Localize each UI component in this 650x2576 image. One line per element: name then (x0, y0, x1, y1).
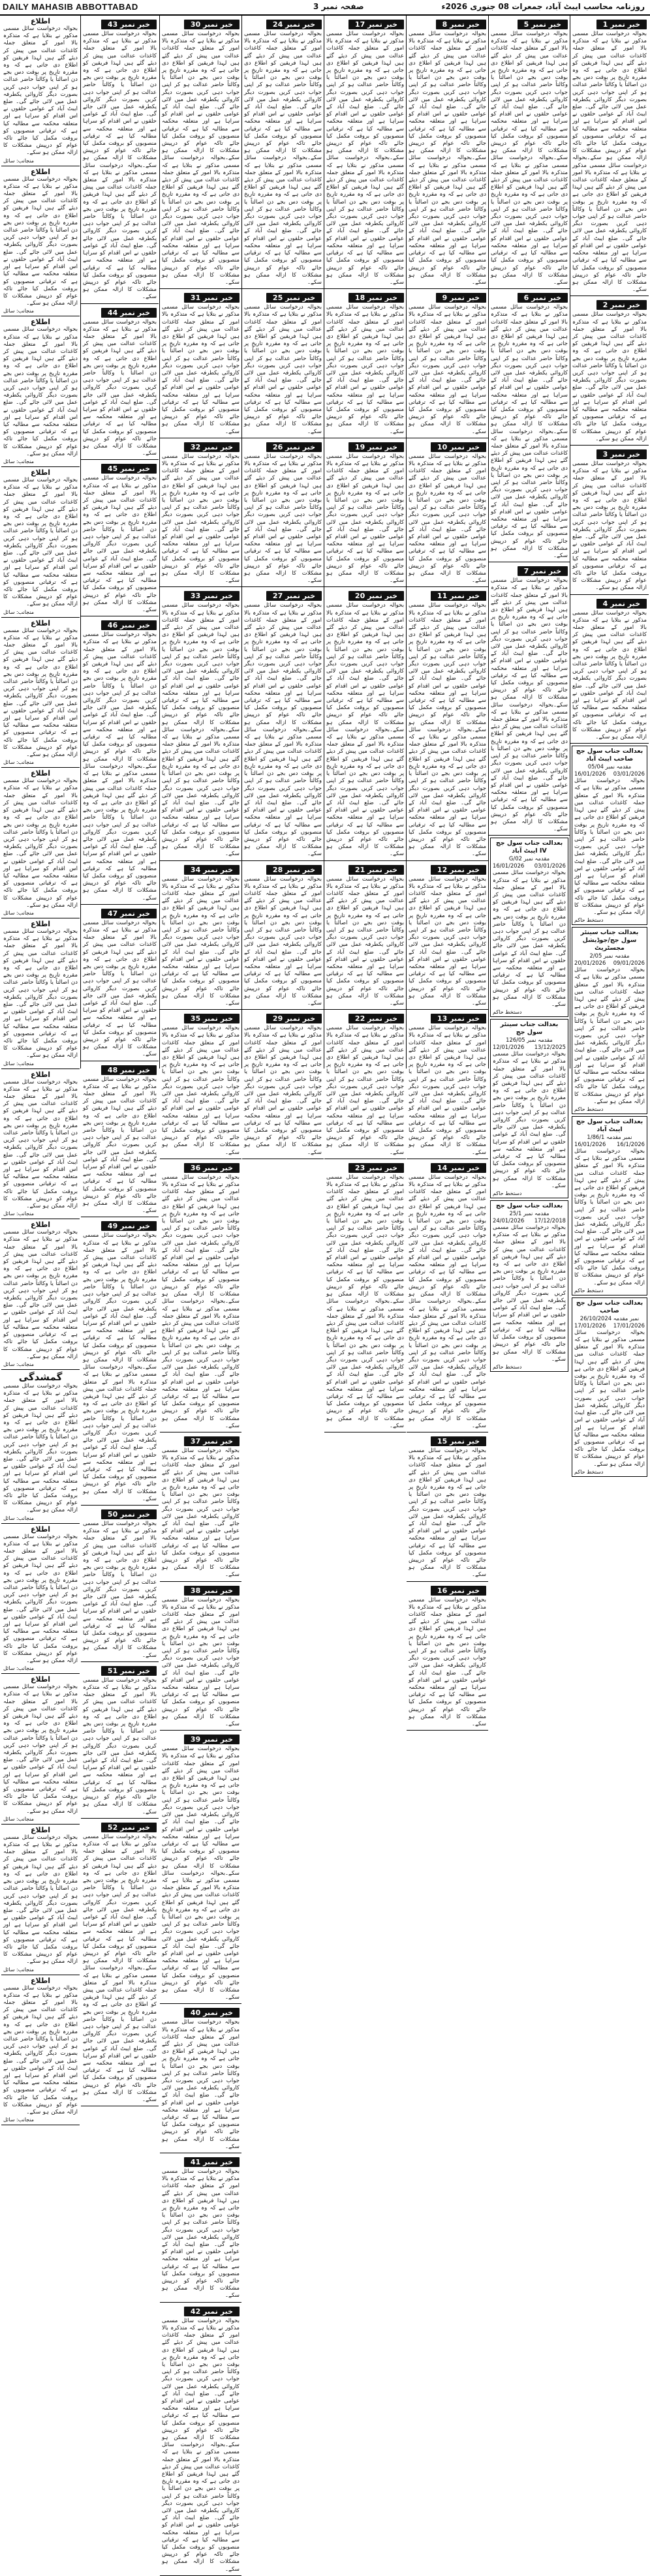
news-item (160, 1432, 241, 1582)
court-notice-date: 16/01/2026 (574, 1141, 606, 1147)
news-item-body: بحوالہ درخواست سائل مسمی مذکور نے بتلایا ہے کہ متذکرہ بالا امور کے متعلق جملہ کاغذات عدالت میں پیش کر دیئے گئے ہیں لہذا فریقین کو اطلاع دی جاتی ہے کہ وہ مقررہ تاریخ پر بوقت دس بجے دن اصالتاً یا وکالتاً حاضر عدالت ہو کر اپنی جواب دہی کریں بصورت دیگر کاروائی یکطرفہ عمل میں لائی جائے گی۔ ضلع ایبٹ آباد کے عوامی حلقوں نے اس اقدام کو سراہا ہے اور متعلقہ محکمہ سے مطالبہ کیا ہے کہ ترقیاتی منصوبوں کو بروقت مکمل کیا جائے تاکہ عوام کو درپیش مشکلات کا ازالہ ممکن ہو سکے۔ (244, 304, 322, 435)
news-item-heading: خبر نمبر 22 (348, 1014, 404, 1023)
news-item (324, 861, 406, 1010)
news-item (242, 861, 324, 1010)
public-notice-body: بحوالہ درخواست سائل مسمی مذکور نے بتلایا ہے کہ متذکرہ بالا امور کے متعلق جملہ کاغذات عدالت میں پیش کر دیئے گئے ہیں لہذا فریقین کو اطلاع دی جاتی ہے کہ وہ مقررہ تاریخ پر بوقت دس بجے دن اصالتاً یا وکالتاً حاضر عدالت ہو کر اپنی جواب دہی کریں بصورت دیگر کاروائی یکطرفہ عمل میں لائی جائے گی۔ ضلع ایبٹ آباد کے عوامی حلقوں نے اس اقدام کو سراہا ہے اور متعلقہ محکمہ سے مطالبہ کیا ہے کہ ترقیاتی منصوبوں کو بروقت مکمل کیا جائے تاکہ عوام کو درپیش مشکلات کا ازالہ ممکن ہو سکے۔ (3, 1984, 78, 2115)
news-item-body: بحوالہ درخواست سائل مسمی مذکور نے بتلایا ہے کہ متذکرہ بالا امور کے متعلق جملہ کاغذات عدالت میں پیش کر دیئے گئے ہیں لہذا فریقین کو اطلاع دی جاتی ہے کہ وہ مقررہ تاریخ پر بوقت دس بجے دن اصالتاً یا وکالتاً حاضر عدالت ہو کر اپنی جواب دہی کریں بصورت دیگر کاروائی یکطرفہ عمل میں لائی جائے گی۔ ضلع ایبٹ آباد کے عوامی حلقوں نے اس اقدام کو سراہا ہے اور متعلقہ محکمہ سے مطالبہ کیا ہے کہ ترقیاتی منصوبوں کو بروقت مکمل کیا جائے تاکہ عوام کو درپیش مشکلات کا ازالہ ممکن ہو سکے۔ (326, 1025, 404, 1156)
news-item-body: بحوالہ درخواست سائل مسمی مذکور نے بتلایا ہے کہ متذکرہ بالا امور کے متعلق جملہ کاغذات عدالت میں پیش کر دیئے گئے ہیں لہذا فریقین کو اطلاع دی جاتی ہے کہ وہ مقررہ تاریخ پر بوقت دس بجے دن اصالتاً یا وکالتاً حاضر عدالت ہو کر اپنی جواب دہی کریں بصورت دیگر کاروائی یکطرفہ عمل میں لائی جائے گی۔ ضلع ایبٹ آباد کے عوامی حلقوں نے اس اقدام کو سراہا ہے اور متعلقہ محکمہ سے مطالبہ کیا ہے کہ ترقیاتی منصوبوں کو بروقت مکمل کیا جائے تاکہ عوام کو درپیش مشکلات کا ازالہ ممکن ہو سکے۔ (162, 304, 240, 435)
court-notice-case-number: نمبر مقدمہ 1/86/1 (587, 1134, 632, 1140)
news-item (160, 16, 241, 289)
masthead (0, 0, 650, 16)
news-item-heading: خبر نمبر 6 (518, 293, 568, 303)
news-item-body: بحوالہ درخواست سائل مسمی مذکور نے بتلایا ہے کہ متذکرہ بالا امور کے متعلق جملہ کاغذات عدالت میں پیش کر دیئے گئے ہیں لہذا فریقین کو اطلاع دی جاتی ہے کہ وہ مقررہ تاریخ پر بوقت دس بجے دن اصالتاً یا وکالتاً حاضر عدالت ہو کر اپنی جواب دہی کریں بصورت دیگر کاروائی یکطرفہ عمل میں لائی جائے گی۔ ضلع ایبٹ آباد کے عوامی حلقوں نے اس اقدام کو سراہا ہے اور متعلقہ محکمہ سے مطالبہ کیا ہے کہ ترقیاتی منصوبوں کو بروقت مکمل کیا جائے تاکہ عوام کو درپیش مشکلات کا ازالہ ممکن ہو سکے۔بحوالہ درخواست سائل مسمی مذکور نے بتلایا ہے کہ متذکرہ بالا امور کے متعلق جملہ کاغذات عدالت میں پیش کر دیئے گئے ہیں لہذا فریقین کو اطلاع دی جاتی ہے کہ وہ مقررہ تاریخ پر بوقت دس بجے دن اصالتاً یا وکالتاً حاضر عدالت ہو کر اپنی جواب دہی کریں بصورت دیگر کاروائی یکطرفہ عمل میں لائی جائے گی۔ ضلع ایبٹ آباد کے عوامی حلقوں نے اس اقدام کو سراہا ہے اور متعلقہ محکمہ سے مطالبہ کیا ہے کہ ترقیاتی منصوبوں کو بروقت مکمل کیا جائے تاکہ عوام کو درپیش مشکلات کا ازالہ ممکن ہو سکے۔ (409, 31, 486, 286)
news-item (160, 1731, 241, 2004)
news-item-body: بحوالہ درخواست سائل مسمی مذکور نے بتلایا ہے کہ متذکرہ بالا امور کے متعلق جملہ کاغذات عدالت میں پیش کر دیئے گئے ہیں لہذا فریقین کو اطلاع دی جاتی ہے کہ وہ مقررہ تاریخ پر بوقت دس بجے دن اصالتاً یا وکالتاً حاضر عدالت ہو کر اپنی جواب دہی کریں بصورت دیگر کاروائی یکطرفہ عمل میں لائی جائے گی۔ ضلع ایبٹ آباد کے عوامی حلقوں نے اس اقدام کو سراہا ہے اور متعلقہ محکمہ سے مطالبہ کیا ہے کہ ترقیاتی منصوبوں کو بروقت مکمل کیا جائے تاکہ عوام کو درپیش مشکلات کا ازالہ ممکن ہو سکے۔بحوالہ درخواست سائل مسمی مذکور نے بتلایا ہے کہ متذکرہ بالا امور کے متعلق جملہ کاغذات عدالت میں پیش کر دیئے گئے ہیں لہذا فریقین کو اطلاع دی جاتی ہے کہ وہ مقررہ تاریخ پر بوقت دس بجے دن اصالتاً یا وکالتاً حاضر عدالت ہو کر اپنی جواب دہی کریں بصورت دیگر کاروائی یکطرفہ عمل میں لائی جائے گی۔ ضلع ایبٹ آباد کے عوامی حلقوں نے اس اقدام کو سراہا ہے اور متعلقہ محکمہ سے مطالبہ کیا ہے کہ ترقیاتی منصوبوں کو بروقت مکمل کیا جائے تاکہ عوام کو درپیش مشکلات کا ازالہ ممکن ہو سکے۔ (326, 1174, 404, 1429)
news-item-body: بحوالہ درخواست سائل مسمی مذکور نے بتلایا ہے کہ متذکرہ بالا امور کے متعلق جملہ کاغذات عدالت میں پیش کر دیئے گئے ہیں لہذا فریقین کو اطلاع دی جاتی ہے کہ وہ مقررہ تاریخ پر بوقت دس بجے دن اصالتاً یا وکالتاً حاضر عدالت ہو کر اپنی جواب دہی کریں بصورت دیگر کاروائی یکطرفہ عمل میں لائی جائے گی۔ ضلع ایبٹ آباد کے عوامی حلقوں نے اس اقدام کو سراہا ہے اور متعلقہ محکمہ سے مطالبہ کیا ہے کہ ترقیاتی منصوبوں کو بروقت مکمل کیا جائے تاکہ عوام کو درپیش مشکلات کا ازالہ ممکن ہو سکے۔ (162, 1596, 240, 1728)
public-notice-signer: منجانب: سائل (3, 1060, 35, 1067)
public-notice-heading: گمشدگی (18, 1371, 63, 1383)
public-notice-body: بحوالہ درخواست سائل مسمی مذکور نے بتلایا ہے کہ متذکرہ بالا امور کے متعلق جملہ کاغذات عدالت میں پیش کر دیئے گئے ہیں لہذا فریقین کو اطلاع دی جاتی ہے کہ وہ مقررہ تاریخ پر بوقت دس بجے دن اصالتاً یا وکالتاً حاضر عدالت ہو کر اپنی جواب دہی کریں بصورت دیگر کاروائی یکطرفہ عمل میں لائی جائے گی۔ ضلع ایبٹ آباد کے عوامی حلقوں نے اس اقدام کو سراہا ہے اور متعلقہ محکمہ سے مطالبہ کیا ہے کہ ترقیاتی منصوبوں کو بروقت مکمل کیا جائے تاکہ عوام کو درپیش مشکلات کا ازالہ ممکن ہو سکے۔ (3, 627, 78, 759)
news-item-heading: خبر نمبر 36 (184, 1163, 240, 1173)
news-item-heading: خبر نمبر 32 (184, 442, 240, 452)
news-item-body: بحوالہ درخواست سائل مسمی مذکور نے بتلایا ہے کہ متذکرہ بالا امور کے متعلق جملہ کاغذات عدالت میں پیش کر دیئے گئے ہیں لہذا فریقین کو اطلاع دی جاتی ہے کہ وہ مقررہ تاریخ پر بوقت دس بجے دن اصالتاً یا وکالتاً حاضر عدالت ہو کر اپنی جواب دہی کریں بصورت دیگر کاروائی یکطرفہ عمل میں لائی جائے گی۔ ضلع ایبٹ آباد کے عوامی حلقوں نے اس اقدام کو سراہا ہے اور متعلقہ محکمہ سے مطالبہ کیا ہے کہ ترقیاتی منصوبوں کو بروقت مکمل کیا جائے تاکہ عوام کو درپیش مشکلات کا ازالہ ممکن ہو سکے۔بحوالہ درخواست سائل مسمی مذکور نے بتلایا ہے کہ متذکرہ بالا امور کے متعلق جملہ کاغذات عدالت میں پیش کر دیئے گئے ہیں لہذا فریقین کو اطلاع دی جاتی ہے کہ وہ مقررہ تاریخ پر بوقت دس بجے دن اصالتاً یا وکالتاً حاضر عدالت ہو کر اپنی جواب دہی کریں بصورت دیگر کاروائی یکطرفہ عمل میں لائی جائے گی۔ ضلع ایبٹ آباد کے عوامی حلقوں نے اس اقدام کو سراہا ہے اور متعلقہ محکمہ سے مطالبہ کیا ہے کہ ترقیاتی منصوبوں کو بروقت مکمل کیا جائے تاکہ عوام کو درپیش مشکلات کا ازالہ ممکن ہو سکے۔ (244, 602, 322, 858)
news-item (570, 595, 649, 744)
news-item (324, 1159, 406, 1432)
court-notice-date: 13/12/2025 (534, 1044, 566, 1051)
news-item (407, 587, 488, 860)
public-notice (1, 166, 80, 317)
news-item-body: بحوالہ درخواست سائل مسمی مذکور نے بتلایا ہے کہ متذکرہ بالا امور کے متعلق جملہ کاغذات عدالت میں پیش کر دیئے گئے ہیں لہذا فریقین کو اطلاع دی جاتی ہے کہ وہ مقررہ تاریخ پر بوقت دس بجے دن اصالتاً یا وکالتاً حاضر عدالت ہو کر اپنی جواب دہی کریں بصورت دیگر کاروائی یکطرفہ عمل میں لائی جائے گی۔ ضلع ایبٹ آباد کے عوامی حلقوں نے اس اقدام کو سراہا ہے اور متعلقہ محکمہ سے مطالبہ کیا ہے کہ ترقیاتی منصوبوں کو بروقت مکمل کیا جائے تاکہ عوام کو درپیش مشکلات کا ازالہ ممکن ہو سکے۔ (409, 304, 486, 435)
news-item-body: بحوالہ درخواست سائل مسمی مذکور نے بتلایا ہے کہ متذکرہ بالا امور کے متعلق جملہ کاغذات عدالت میں پیش کر دیئے گئے ہیں لہذا فریقین کو اطلاع دی جاتی ہے کہ وہ مقررہ تاریخ پر بوقت دس بجے دن اصالتاً یا وکالتاً حاضر عدالت ہو کر اپنی جواب دہی کریں بصورت دیگر کاروائی یکطرفہ عمل میں لائی جائے گی۔ ضلع ایبٹ آباد کے عوامی حلقوں نے اس اقدام کو سراہا ہے اور متعلقہ محکمہ سے مطالبہ کیا ہے کہ ترقیاتی منصوبوں کو بروقت مکمل کیا جائے تاکہ عوام کو درپیش مشکلات کا ازالہ ممکن ہو سکے۔ (162, 2019, 240, 2150)
public-notice-signer: منجانب: سائل (3, 909, 35, 916)
news-item-body: بحوالہ درخواست سائل مسمی مذکور نے بتلایا ہے کہ متذکرہ بالا امور کے متعلق جملہ کاغذات عدالت میں پیش کر دیئے گئے ہیں لہذا فریقین کو اطلاع دی جاتی ہے کہ وہ مقررہ تاریخ پر بوقت دس بجے دن اصالتاً یا وکالتاً حاضر عدالت ہو کر اپنی جواب دہی کریں بصورت دیگر کاروائی یکطرفہ عمل میں لائی جائے گی۔ ضلع ایبٹ آباد کے عوامی حلقوں نے اس اقدام کو سراہا ہے اور متعلقہ محکمہ سے مطالبہ کیا ہے کہ ترقیاتی منصوبوں کو بروقت مکمل کیا جائے تاکہ عوام کو درپیش مشکلات کا ازالہ ممکن ہو سکے۔بحوالہ درخواست سائل مسمی مذکور نے بتلایا ہے کہ متذکرہ بالا امور کے متعلق جملہ کاغذات عدالت میں پیش کر دیئے گئے ہیں لہذا فریقین کو اطلاع دی جاتی ہے کہ وہ مقررہ تاریخ پر بوقت دس بجے دن اصالتاً یا وکالتاً حاضر عدالت ہو کر اپنی جواب دہی کریں بصورت دیگر کاروائی یکطرفہ عمل میں لائی جائے گی۔ ضلع ایبٹ آباد کے عوامی حلقوں نے اس اقدام کو سراہا ہے اور متعلقہ محکمہ سے مطالبہ کیا ہے کہ ترقیاتی منصوبوں کو بروقت مکمل کیا جائے تاکہ عوام کو درپیش مشکلات کا ازالہ ممکن ہو سکے۔ (409, 602, 486, 858)
news-item (160, 2153, 241, 2303)
public-notice-body: بحوالہ درخواست سائل مسمی مذکور نے بتلایا ہے کہ متذکرہ بالا امور کے متعلق جملہ کاغذات عدالت میں پیش کر دیئے گئے ہیں لہذا فریقین کو اطلاع دی جاتی ہے کہ وہ مقررہ تاریخ پر بوقت دس بجے دن اصالتاً یا وکالتاً حاضر عدالت ہو کر اپنی جواب دہی کریں بصورت دیگر کاروائی یکطرفہ عمل میں لائی جائے گی۔ ضلع ایبٹ آباد کے عوامی حلقوں نے اس اقدام کو سراہا ہے اور متعلقہ محکمہ سے مطالبہ کیا ہے کہ ترقیاتی منصوبوں کو بروقت مکمل کیا جائے تاکہ عوام کو درپیش مشکلات کا ازالہ ممکن ہو سکے۔ (3, 476, 78, 608)
news-item (81, 616, 159, 905)
news-item (407, 438, 488, 588)
public-notice-signer: منجانب: سائل (3, 1815, 35, 1822)
court-notice-signature: دستخط حاکم (574, 1106, 604, 1112)
court-notice-case-number: مقدمہ نمبر 25/1 (509, 1210, 549, 1217)
public-notice-signer: منجانب: سائل (3, 308, 35, 314)
public-notice-signer: منجانب: سائل (3, 1211, 35, 1217)
news-item (407, 1582, 488, 1731)
court-notice-body: بحوالہ درخواست سائل مسمی مذکور نے بتلایا ہے کہ متذکرہ بالا امور کے متعلق جملہ کاغذات عدالت میں پیش کر دیئے گئے ہیں لہذا فریقین کو اطلاع دی جاتی ہے کہ وہ مقررہ تاریخ پر بوقت دس بجے دن اصالتاً یا وکالتاً حاضر عدالت ہو کر اپنی جواب دہی کریں بصورت دیگر کاروائی یکطرفہ عمل میں لائی جائے گی۔ ضلع ایبٹ آباد کے عوامی حلقوں نے اس اقدام کو سراہا ہے اور متعلقہ محکمہ سے مطالبہ کیا ہے کہ ترقیاتی منصوبوں کو بروقت مکمل کیا جائے تاکہ عوام کو درپیش مشکلات کا ازالہ ممکن ہو سکے۔ (574, 778, 645, 916)
public-notice-heading: اطلاع (31, 468, 50, 477)
public-notice (1, 1825, 80, 1975)
news-item-heading: خبر نمبر 28 (266, 865, 322, 875)
news-item-heading: خبر نمبر 35 (184, 1014, 240, 1023)
news-item-body: بحوالہ درخواست سائل مسمی مذکور نے بتلایا ہے کہ متذکرہ بالا امور کے متعلق جملہ کاغذات عدالت میں پیش کر دیئے گئے ہیں لہذا فریقین کو اطلاع دی جاتی ہے کہ وہ مقررہ تاریخ پر بوقت دس بجے دن اصالتاً یا وکالتاً حاضر عدالت ہو کر اپنی جواب دہی کریں بصورت دیگر کاروائی یکطرفہ عمل میں لائی جائے گی۔ ضلع ایبٹ آباد کے عوامی حلقوں نے اس اقدام کو سراہا ہے اور متعلقہ محکمہ سے مطالبہ کیا ہے کہ ترقیاتی منصوبوں کو بروقت مکمل کیا جائے تاکہ عوام کو درپیش مشکلات کا ازالہ ممکن ہو سکے۔بحوالہ درخواست سائل مسمی مذکور نے بتلایا ہے کہ متذکرہ بالا امور کے متعلق جملہ کاغذات عدالت میں پیش کر دیئے گئے ہیں لہذا فریقین کو اطلاع دی جاتی ہے کہ وہ مقررہ تاریخ پر بوقت دس بجے دن اصالتاً یا وکالتاً حاضر عدالت ہو کر اپنی جواب دہی کریں بصورت دیگر کاروائی یکطرفہ عمل میں لائی جائے گی۔ ضلع ایبٹ آباد کے عوامی حلقوں نے اس اقدام کو سراہا ہے اور متعلقہ محکمہ سے مطالبہ کیا ہے کہ ترقیاتی منصوبوں کو بروقت مکمل کیا جائے تاکہ عوام کو درپیش مشکلات کا ازالہ ممکن ہو سکے۔ (326, 31, 404, 286)
news-item-heading: خبر نمبر 42 (184, 2307, 240, 2316)
court-notice-date: 16/01/2026 (574, 770, 606, 778)
news-item-heading: خبر نمبر 24 (266, 20, 322, 29)
court-notice-title: بعدالت جناب سول جج صاحب (576, 1299, 643, 1314)
public-notice-heading: اطلاع (31, 769, 50, 778)
news-item-body: بحوالہ درخواست سائل مسمی مذکور نے بتلایا ہے کہ متذکرہ بالا امور کے متعلق جملہ کاغذات عدالت میں پیش کر دیئے گئے ہیں لہذا فریقین کو اطلاع دی جاتی ہے کہ وہ مقررہ تاریخ پر بوقت دس بجے دن اصالتاً یا وکالتاً حاضر عدالت ہو کر اپنی جواب دہی کریں بصورت دیگر کاروائی یکطرفہ عمل میں لائی جائے گی۔ ضلع ایبٹ آباد کے عوامی حلقوں نے اس اقدام کو سراہا ہے اور متعلقہ محکمہ سے مطالبہ کیا ہے کہ ترقیاتی منصوبوں کو بروقت مکمل کیا جائے تاکہ عوام کو درپیش مشکلات کا ازالہ ممکن ہو سکے۔بحوالہ درخواست سائل مسمی مذکور نے بتلایا ہے کہ متذکرہ بالا امور کے متعلق جملہ کاغذات عدالت میں پیش کر دیئے گئے ہیں لہذا فریقین کو اطلاع دی جاتی ہے کہ وہ مقررہ تاریخ پر بوقت دس بجے دن اصالتاً یا وکالتاً حاضر عدالت ہو کر اپنی جواب دہی کریں بصورت دیگر کاروائی یکطرفہ عمل میں لائی جائے گی۔ ضلع ایبٹ آباد کے عوامی حلقوں نے اس اقدام کو سراہا ہے اور متعلقہ محکمہ سے مطالبہ کیا ہے کہ ترقیاتی منصوبوں کو بروقت مکمل کیا جائے تاکہ عوام کو درپیش مشکلات کا ازالہ ممکن ہو سکے۔ (162, 31, 240, 286)
public-notice (1, 918, 80, 1069)
news-item-body: بحوالہ درخواست سائل مسمی مذکور نے بتلایا ہے کہ متذکرہ بالا امور کے متعلق جملہ کاغذات عدالت میں پیش کر دیئے گئے ہیں لہذا فریقین کو اطلاع دی جاتی ہے کہ وہ مقررہ تاریخ پر بوقت دس بجے دن اصالتاً یا وکالتاً حاضر عدالت ہو کر اپنی جواب دہی کریں بصورت دیگر کاروائی یکطرفہ عمل میں لائی جائے گی۔ ضلع ایبٹ آباد کے عوامی حلقوں نے اس اقدام کو سراہا ہے اور متعلقہ محکمہ سے مطالبہ کیا ہے کہ ترقیاتی منصوبوں کو بروقت مکمل کیا جائے تاکہ عوام کو درپیش مشکلات کا ازالہ ممکن ہو سکے۔بحوالہ درخواست سائل مسمی مذکور نے بتلایا ہے کہ متذکرہ بالا امور کے متعلق جملہ کاغذات عدالت میں پیش کر دیئے گئے ہیں لہذا فریقین کو اطلاع دی جاتی ہے کہ وہ مقررہ تاریخ پر بوقت دس بجے دن اصالتاً یا وکالتاً حاضر عدالت ہو کر اپنی جواب دہی کریں بصورت دیگر کاروائی یکطرفہ عمل میں لائی جائے گی۔ ضلع ایبٹ آباد کے عوامی حلقوں نے اس اقدام کو سراہا ہے اور متعلقہ محکمہ سے مطالبہ کیا ہے کہ ترقیاتی منصوبوں کو بروقت مکمل کیا جائے تاکہ عوام کو درپیش مشکلات کا ازالہ ممکن ہو سکے۔ (572, 31, 647, 294)
news-item-body: بحوالہ درخواست سائل مسمی مذکور نے بتلایا ہے کہ متذکرہ بالا امور کے متعلق جملہ کاغذات عدالت میں پیش کر دیئے گئے ہیں لہذا فریقین کو اطلاع دی جاتی ہے کہ وہ مقررہ تاریخ پر بوقت دس بجے دن اصالتاً یا وکالتاً حاضر عدالت ہو کر اپنی جواب دہی کریں بصورت دیگر کاروائی یکطرفہ عمل میں لائی جائے گی۔ ضلع ایبٹ آباد کے عوامی حلقوں نے اس اقدام کو سراہا ہے اور متعلقہ محکمہ سے مطالبہ کیا ہے کہ ترقیاتی منصوبوں کو بروقت مکمل کیا جائے تاکہ عوام کو درپیش مشکلات کا ازالہ ممکن ہو سکے۔ (244, 1025, 322, 1156)
news-item (570, 296, 649, 446)
news-item-heading: خبر نمبر 25 (266, 293, 322, 303)
court-notice-signature: دستخط حاکم (493, 1190, 522, 1197)
public-notice (1, 1370, 80, 1524)
public-notice-signer: منجانب: سائل (3, 1665, 35, 1672)
news-item-body: بحوالہ درخواست سائل مسمی مذکور نے بتلایا ہے کہ متذکرہ بالا امور کے متعلق جملہ کاغذات عدالت میں پیش کر دیئے گئے ہیں لہذا فریقین کو اطلاع دی جاتی ہے کہ وہ مقررہ تاریخ پر بوقت دس بجے دن اصالتاً یا وکالتاً حاضر عدالت ہو کر اپنی جواب دہی کریں بصورت دیگر کاروائی یکطرفہ عمل میں لائی جائے گی۔ ضلع ایبٹ آباد کے عوامی حلقوں نے اس اقدام کو سراہا ہے اور متعلقہ محکمہ سے مطالبہ کیا ہے کہ ترقیاتی منصوبوں کو بروقت مکمل کیا جائے تاکہ عوام کو درپیش مشکلات کا ازالہ ممکن ہو سکے۔ (83, 1076, 157, 1215)
news-item-body: بحوالہ درخواست سائل مسمی مذکور نے بتلایا ہے کہ متذکرہ بالا امور کے متعلق جملہ کاغذات عدالت میں پیش کر دیئے گئے ہیں لہذا فریقین کو اطلاع دی جاتی ہے کہ وہ مقررہ تاریخ پر بوقت دس بجے دن اصالتاً یا وکالتاً حاضر عدالت ہو کر اپنی جواب دہی کریں بصورت دیگر کاروائی یکطرفہ عمل میں لائی جائے گی۔ ضلع ایبٹ آباد کے عوامی حلقوں نے اس اقدام کو سراہا ہے اور متعلقہ محکمہ سے مطالبہ کیا ہے کہ ترقیاتی منصوبوں کو بروقت مکمل کیا جائے تاکہ عوام کو درپیش مشکلات کا ازالہ ممکن ہو سکے۔ (409, 1025, 486, 1156)
court-notice-dates (574, 770, 645, 778)
news-item (242, 1010, 324, 1159)
public-notice-body: بحوالہ درخواست سائل مسمی مذکور نے بتلایا ہے کہ متذکرہ بالا امور کے متعلق جملہ کاغذات عدالت میں پیش کر دیئے گئے ہیں لہذا فریقین کو اطلاع دی جاتی ہے کہ وہ مقررہ تاریخ پر بوقت دس بجے دن اصالتاً یا وکالتاً حاضر عدالت ہو کر اپنی جواب دہی کریں بصورت دیگر کاروائی یکطرفہ عمل میں لائی جائے گی۔ ضلع ایبٹ آباد کے عوامی حلقوں نے اس اقدام کو سراہا ہے اور متعلقہ محکمہ سے مطالبہ کیا ہے کہ ترقیاتی منصوبوں کو بروقت مکمل کیا جائے تاکہ عوام کو درپیش مشکلات کا ازالہ ممکن ہو سکے۔ (3, 778, 78, 909)
news-item-heading: خبر نمبر 33 (184, 591, 240, 601)
news-item-body: بحوالہ درخواست سائل مسمی مذکور نے بتلایا ہے کہ متذکرہ بالا امور کے متعلق جملہ کاغذات عدالت میں پیش کر دیئے گئے ہیں لہذا فریقین کو اطلاع دی جاتی ہے کہ وہ مقررہ تاریخ پر بوقت دس بجے دن اصالتاً یا وکالتاً حاضر عدالت ہو کر اپنی جواب دہی کریں بصورت دیگر کاروائی یکطرفہ عمل میں لائی جائے گی۔ ضلع ایبٹ آباد کے عوامی حلقوں نے اس اقدام کو سراہا ہے اور متعلقہ محکمہ سے مطالبہ کیا ہے کہ ترقیاتی منصوبوں کو بروقت مکمل کیا جائے تاکہ عوام کو درپیش مشکلات کا ازالہ ممکن ہو سکے۔ (162, 453, 240, 584)
news-item (570, 16, 649, 296)
news-item-body: بحوالہ درخواست سائل مسمی مذکور نے بتلایا ہے کہ متذکرہ بالا امور کے متعلق جملہ کاغذات عدالت میں پیش کر دیئے گئے ہیں لہذا فریقین کو اطلاع دی جاتی ہے کہ وہ مقررہ تاریخ پر بوقت دس بجے دن اصالتاً یا وکالتاً حاضر عدالت ہو کر اپنی جواب دہی کریں بصورت دیگر کاروائی یکطرفہ عمل میں لائی جائے گی۔ ضلع ایبٹ آباد کے عوامی حلقوں نے اس اقدام کو سراہا ہے اور متعلقہ محکمہ سے مطالبہ کیا ہے کہ ترقیاتی منصوبوں کو بروقت مکمل کیا جائے تاکہ عوام کو درپیش مشکلات کا ازالہ ممکن ہو سکے۔ (326, 875, 404, 1007)
court-notice-dates (574, 960, 645, 967)
court-notice (572, 1297, 647, 1477)
news-item (570, 446, 649, 595)
news-item-heading: خبر نمبر 12 (431, 865, 486, 875)
court-notice-body: بحوالہ درخواست سائل مسمی مذکور نے بتلایا ہے کہ متذکرہ بالا امور کے متعلق جملہ کاغذات عدالت میں پیش کر دیئے گئے ہیں لہذا فریقین کو اطلاع دی جاتی ہے کہ وہ مقررہ تاریخ پر بوقت دس بجے دن اصالتاً یا وکالتاً حاضر عدالت ہو کر اپنی جواب دہی کریں بصورت دیگر کاروائی یکطرفہ عمل میں لائی جائے گی۔ ضلع ایبٹ آباد کے عوامی حلقوں نے اس اقدام کو سراہا ہے اور متعلقہ محکمہ سے مطالبہ کیا ہے کہ ترقیاتی منصوبوں کو بروقت مکمل کیا جائے تاکہ عوام کو درپیش مشکلات کا ازالہ ممکن ہو سکے۔ (574, 967, 645, 1105)
news-item-body: بحوالہ درخواست سائل مسمی مذکور نے بتلایا ہے کہ متذکرہ بالا امور کے متعلق جملہ کاغذات عدالت میں پیش کر دیئے گئے ہیں لہذا فریقین کو اطلاع دی جاتی ہے کہ وہ مقررہ تاریخ پر بوقت دس بجے دن اصالتاً یا وکالتاً حاضر عدالت ہو کر اپنی جواب دہی کریں بصورت دیگر کاروائی یکطرفہ عمل میں لائی جائے گی۔ ضلع ایبٹ آباد کے عوامی حلقوں نے اس اقدام کو سراہا ہے اور متعلقہ محکمہ سے مطالبہ کیا ہے کہ ترقیاتی منصوبوں کو بروقت مکمل کیا جائے تاکہ عوام کو درپیش مشکلات کا ازالہ ممکن ہو سکے۔ (83, 919, 157, 1058)
news-item-body: بحوالہ درخواست سائل مسمی مذکور نے بتلایا ہے کہ متذکرہ بالا امور کے متعلق جملہ کاغذات عدالت میں پیش کر دیئے گئے ہیں لہذا فریقین کو اطلاع دی جاتی ہے کہ وہ مقررہ تاریخ پر بوقت دس بجے دن اصالتاً یا وکالتاً حاضر عدالت ہو کر اپنی جواب دہی کریں بصورت دیگر کاروائی یکطرفہ عمل میں لائی جائے گی۔ ضلع ایبٹ آباد کے عوامی حلقوں نے اس اقدام کو سراہا ہے اور متعلقہ محکمہ سے مطالبہ کیا ہے کہ ترقیاتی منصوبوں کو بروقت مکمل کیا جائے تاکہ عوام کو درپیش مشکلات کا ازالہ ممکن ہو سکے۔ (83, 1676, 157, 1815)
news-item (160, 1010, 241, 1159)
column-7 (81, 16, 159, 2104)
public-notice-body: بحوالہ درخواست سائل مسمی مذکور نے بتلایا ہے کہ متذکرہ بالا امور کے متعلق جملہ کاغذات عدالت میں پیش کر دیئے گئے ہیں لہذا فریقین کو اطلاع دی جاتی ہے کہ وہ مقررہ تاریخ پر بوقت دس بجے دن اصالتاً یا وکالتاً حاضر عدالت ہو کر اپنی جواب دہی کریں بصورت دیگر کاروائی یکطرفہ عمل میں لائی جائے گی۔ ضلع ایبٹ آباد کے عوامی حلقوں نے اس اقدام کو سراہا ہے اور متعلقہ محکمہ سے مطالبہ کیا ہے کہ ترقیاتی منصوبوں کو بروقت مکمل کیا جائے تاکہ عوام کو درپیش مشکلات کا ازالہ ممکن ہو سکے۔ (3, 25, 78, 157)
court-notice-case-number: مقدمہ نمبر 02/G (508, 855, 550, 862)
court-notice (572, 927, 647, 1114)
public-notice-heading: اطلاع (31, 1675, 50, 1684)
court-notice-title: بعدالت جناب سینئر سول جج (500, 1021, 559, 1037)
public-notice-heading: اطلاع (31, 17, 50, 25)
news-item (407, 16, 488, 289)
news-item-heading: خبر نمبر 39 (184, 1735, 240, 1744)
court-notice-case-number: مقدمہ نمبر 126/05 (506, 1037, 553, 1044)
news-item-body: بحوالہ درخواست سائل مسمی مذکور نے بتلایا ہے کہ متذکرہ بالا امور کے متعلق جملہ کاغذات عدالت میں پیش کر دیئے گئے ہیں لہذا فریقین کو اطلاع دی جاتی ہے کہ وہ مقررہ تاریخ پر بوقت دس بجے دن اصالتاً یا وکالتاً حاضر عدالت ہو کر اپنی جواب دہی کریں بصورت دیگر کاروائی یکطرفہ عمل میں لائی جائے گی۔ ضلع ایبٹ آباد کے عوامی حلقوں نے اس اقدام کو سراہا ہے اور متعلقہ محکمہ سے مطالبہ کیا ہے کہ ترقیاتی منصوبوں کو بروقت مکمل کیا جائے تاکہ عوام کو درپیش مشکلات کا ازالہ ممکن ہو سکے۔ (409, 453, 486, 584)
court-notice-date: 03/01/2026 (613, 770, 645, 778)
news-item (407, 289, 488, 438)
news-item-heading: خبر نمبر 29 (266, 1014, 322, 1023)
public-notice-body: بحوالہ درخواست سائل مسمی مذکور نے بتلایا ہے کہ متذکرہ بالا امور کے متعلق جملہ کاغذات عدالت میں پیش کر دیئے گئے ہیں لہذا فریقین کو اطلاع دی جاتی ہے کہ وہ مقررہ تاریخ پر بوقت دس بجے دن اصالتاً یا وکالتاً حاضر عدالت ہو کر اپنی جواب دہی کریں بصورت دیگر کاروائی یکطرفہ عمل میں لائی جائے گی۔ ضلع ایبٹ آباد کے عوامی حلقوں نے اس اقدام کو سراہا ہے اور متعلقہ محکمہ سے مطالبہ کیا ہے کہ ترقیاتی منصوبوں کو بروقت مکمل کیا جائے تاکہ عوام کو درپیش مشکلات کا ازالہ ممکن ہو سکے۔ (3, 1229, 78, 1360)
news-item (242, 438, 324, 588)
public-notice-signer: منجانب: سائل (3, 1515, 35, 1521)
news-item-body: بحوالہ درخواست سائل مسمی مذکور نے بتلایا ہے کہ متذکرہ بالا امور کے متعلق جملہ کاغذات عدالت میں پیش کر دیئے گئے ہیں لہذا فریقین کو اطلاع دی جاتی ہے کہ وہ مقررہ تاریخ پر بوقت دس بجے دن اصالتاً یا وکالتاً حاضر عدالت ہو کر اپنی جواب دہی کریں بصورت دیگر کاروائی یکطرفہ عمل میں لائی جائے گی۔ ضلع ایبٹ آباد کے عوامی حلقوں نے اس اقدام کو سراہا ہے اور متعلقہ محکمہ سے مطالبہ کیا ہے کہ ترقیاتی منصوبوں کو بروقت مکمل کیا جائے تاکہ عوام کو درپیش مشکلات کا ازالہ ممکن ہو سکے۔بحوالہ درخواست سائل مسمی مذکور نے بتلایا ہے کہ متذکرہ بالا امور کے متعلق جملہ کاغذات عدالت میں پیش کر دیئے گئے ہیں لہذا فریقین کو اطلاع دی جاتی ہے کہ وہ مقررہ تاریخ پر بوقت دس بجے دن اصالتاً یا وکالتاً حاضر عدالت ہو کر اپنی جواب دہی کریں بصورت دیگر کاروائی یکطرفہ عمل میں لائی جائے گی۔ ضلع ایبٹ آباد کے عوامی حلقوں نے اس اقدام کو سراہا ہے اور متعلقہ محکمہ سے مطالبہ کیا ہے کہ ترقیاتی منصوبوں کو بروقت مکمل کیا جائے تاکہ عوام کو درپیش مشکلات کا ازالہ ممکن ہو سکے۔ (326, 602, 404, 858)
news-item-heading: خبر نمبر 51 (101, 1666, 157, 1676)
court-notice (490, 838, 568, 1017)
public-notice-heading: اطلاع (31, 919, 50, 928)
news-item-body: بحوالہ درخواست سائل مسمی مذکور نے بتلایا ہے کہ متذکرہ بالا امور کے متعلق جملہ کاغذات عدالت میں پیش کر دیئے گئے ہیں لہذا فریقین کو اطلاع دی جاتی ہے کہ وہ مقررہ تاریخ پر بوقت دس بجے دن اصالتاً یا وکالتاً حاضر عدالت ہو کر اپنی جواب دہی کریں بصورت دیگر کاروائی یکطرفہ عمل میں لائی جائے گی۔ ضلع ایبٹ آباد کے عوامی حلقوں نے اس اقدام کو سراہا ہے اور متعلقہ محکمہ سے مطالبہ کیا ہے کہ ترقیاتی منصوبوں کو بروقت مکمل کیا جائے تاکہ عوام کو درپیش مشکلات کا ازالہ ممکن ہو سکے۔بحوالہ درخواست سائل مسمی مذکور نے بتلایا ہے کہ متذکرہ بالا امور کے متعلق جملہ کاغذات عدالت میں پیش کر دیئے گئے ہیں لہذا فریقین کو اطلاع دی جاتی ہے کہ وہ مقررہ تاریخ پر بوقت دس بجے دن اصالتاً یا وکالتاً حاضر عدالت ہو کر اپنی جواب دہی کریں بصورت دیگر کاروائی یکطرفہ عمل میں لائی جائے گی۔ ضلع ایبٹ آباد کے عوامی حلقوں نے اس اقدام کو سراہا ہے اور متعلقہ محکمہ سے مطالبہ کیا ہے کہ ترقیاتی منصوبوں کو بروقت مکمل کیا جائے تاکہ عوام کو درپیش مشکلات کا ازالہ ممکن ہو سکے۔ (491, 304, 568, 560)
court-notice-body: بحوالہ درخواست سائل مسمی مذکور نے بتلایا ہے کہ متذکرہ بالا امور کے متعلق جملہ کاغذات عدالت میں پیش کر دیئے گئے ہیں لہذا فریقین کو اطلاع دی جاتی ہے کہ وہ مقررہ تاریخ پر بوقت دس بجے دن اصالتاً یا وکالتاً حاضر عدالت ہو کر اپنی جواب دہی کریں بصورت دیگر کاروائی یکطرفہ عمل میں لائی جائے گی۔ ضلع ایبٹ آباد کے عوامی حلقوں نے اس اقدام کو سراہا ہے اور متعلقہ محکمہ سے مطالبہ کیا ہے کہ ترقیاتی منصوبوں کو بروقت مکمل کیا جائے تاکہ عوام کو درپیش مشکلات کا ازالہ ممکن ہو سکے۔ (493, 1051, 566, 1189)
news-item (407, 1010, 488, 1159)
court-notice-signature: دستخط حاکم (574, 917, 604, 924)
news-item-heading: خبر نمبر 27 (266, 591, 322, 601)
news-item (407, 1159, 488, 1432)
date-line: روزنامہ محاسب ایبٹ آباد، جمعرات 08 جنوری 2026ء (441, 2, 645, 11)
news-item-heading: خبر نمبر 49 (101, 1221, 157, 1231)
court-notice-date: 09/01/2026 (613, 960, 645, 967)
news-item (160, 1159, 241, 1432)
news-item-body: بحوالہ درخواست سائل مسمی مذکور نے بتلایا ہے کہ متذکرہ بالا امور کے متعلق جملہ کاغذات عدالت میں پیش کر دیئے گئے ہیں لہذا فریقین کو اطلاع دی جاتی ہے کہ وہ مقررہ تاریخ پر بوقت دس بجے دن اصالتاً یا وکالتاً حاضر عدالت ہو کر اپنی جواب دہی کریں بصورت دیگر کاروائی یکطرفہ عمل میں لائی جائے گی۔ ضلع ایبٹ آباد کے عوامی حلقوں نے اس اقدام کو سراہا ہے اور متعلقہ محکمہ سے مطالبہ کیا ہے کہ ترقیاتی منصوبوں کو بروقت مکمل کیا جائے تاکہ عوام کو درپیش مشکلات کا ازالہ ممکن ہو سکے۔ (326, 453, 404, 584)
court-notice-signature: دستخط حاکم (493, 1009, 522, 1016)
news-item-heading: خبر نمبر 2 (596, 300, 647, 310)
news-item-heading: خبر نمبر 17 (348, 20, 404, 29)
public-notice-heading: اطلاع (31, 1825, 50, 1834)
news-item (242, 16, 324, 289)
court-notice-date: 16/01/2026 (493, 862, 525, 870)
news-item (81, 16, 159, 304)
court-notice-case-number: مقدمہ نمبر 05/04 (587, 763, 632, 770)
news-item-body: بحوالہ درخواست سائل مسمی مذکور نے بتلایا ہے کہ متذکرہ بالا امور کے متعلق جملہ کاغذات عدالت میں پیش کر دیئے گئے ہیں لہذا فریقین کو اطلاع دی جاتی ہے کہ وہ مقررہ تاریخ پر بوقت دس بجے دن اصالتاً یا وکالتاً حاضر عدالت ہو کر اپنی جواب دہی کریں بصورت دیگر کاروائی یکطرفہ عمل میں لائی جائے گی۔ ضلع ایبٹ آباد کے عوامی حلقوں نے اس اقدام کو سراہا ہے اور متعلقہ محکمہ سے مطالبہ کیا ہے کہ ترقیاتی منصوبوں کو بروقت مکمل کیا جائے تاکہ عوام کو درپیش مشکلات کا ازالہ ممکن ہو سکے۔ (83, 1520, 157, 1659)
court-notice-dates (493, 1217, 566, 1224)
public-notice (1, 16, 80, 166)
news-item (324, 587, 406, 860)
news-item-body: بحوالہ درخواست سائل مسمی مذکور نے بتلایا ہے کہ متذکرہ بالا امور کے متعلق جملہ کاغذات عدالت میں پیش کر دیئے گئے ہیں لہذا فریقین کو اطلاع دی جاتی ہے کہ وہ مقررہ تاریخ پر بوقت دس بجے دن اصالتاً یا وکالتاً حاضر عدالت ہو کر اپنی جواب دہی کریں بصورت دیگر کاروائی یکطرفہ عمل میں لائی جائے گی۔ ضلع ایبٹ آباد کے عوامی حلقوں نے اس اقدام کو سراہا ہے اور متعلقہ محکمہ سے مطالبہ کیا ہے کہ ترقیاتی منصوبوں کو بروقت مکمل کیا جائے تاکہ عوام کو درپیش مشکلات کا ازالہ ممکن ہو سکے۔ (83, 318, 157, 457)
news-item-heading: خبر نمبر 48 (101, 1065, 157, 1075)
news-item (160, 1582, 241, 1731)
public-notice (1, 1524, 80, 1674)
news-item-heading: خبر نمبر 15 (431, 1436, 486, 1446)
court-notice (572, 746, 647, 925)
news-item-heading: خبر نمبر 8 (436, 20, 486, 29)
court-notice-date: 16/1/2026 (617, 1141, 645, 1147)
news-item (489, 16, 570, 289)
news-item-heading: خبر نمبر 46 (101, 620, 157, 630)
news-item (81, 1662, 159, 1819)
news-item (81, 304, 159, 461)
news-item (160, 2303, 241, 2576)
public-notice-body: بحوالہ درخواست سائل مسمی مذکور نے بتلایا ہے کہ متذکرہ بالا امور کے متعلق جملہ کاغذات عدالت میں پیش کر دیئے گئے ہیں لہذا فریقین کو اطلاع دی جاتی ہے کہ وہ مقررہ تاریخ پر بوقت دس بجے دن اصالتاً یا وکالتاً حاضر عدالت ہو کر اپنی جواب دہی کریں بصورت دیگر کاروائی یکطرفہ عمل میں لائی جائے گی۔ ضلع ایبٹ آباد کے عوامی حلقوں نے اس اقدام کو سراہا ہے اور متعلقہ محکمہ سے مطالبہ کیا ہے کہ ترقیاتی منصوبوں کو بروقت مکمل کیا جائے تاکہ عوام کو درپیش مشکلات کا ازالہ ممکن ہو سکے۔ (3, 928, 78, 1059)
news-item-body: بحوالہ درخواست سائل مسمی مذکور نے بتلایا ہے کہ متذکرہ بالا امور کے متعلق جملہ کاغذات عدالت میں پیش کر دیئے گئے ہیں لہذا فریقین کو اطلاع دی جاتی ہے کہ وہ مقررہ تاریخ پر بوقت دس بجے دن اصالتاً یا وکالتاً حاضر عدالت ہو کر اپنی جواب دہی کریں بصورت دیگر کاروائی یکطرفہ عمل میں لائی جائے گی۔ ضلع ایبٹ آباد کے عوامی حلقوں نے اس اقدام کو سراہا ہے اور متعلقہ محکمہ سے مطالبہ کیا ہے کہ ترقیاتی منصوبوں کو بروقت مکمل کیا جائے تاکہ عوام کو درپیش مشکلات کا ازالہ ممکن ہو سکے۔بحوالہ درخواست سائل مسمی مذکور نے بتلایا ہے کہ متذکرہ بالا امور کے متعلق جملہ کاغذات عدالت میں پیش کر دیئے گئے ہیں لہذا فریقین کو اطلاع دی جاتی ہے کہ وہ مقررہ تاریخ پر بوقت دس بجے دن اصالتاً یا وکالتاً حاضر عدالت ہو کر اپنی جواب دہی کریں بصورت دیگر کاروائی یکطرفہ عمل میں لائی جائے گی۔ ضلع ایبٹ آباد کے عوامی حلقوں نے اس اقدام کو سراہا ہے اور متعلقہ محکمہ سے مطالبہ کیا ہے کہ ترقیاتی منصوبوں کو بروقت مکمل کیا جائے تاکہ عوام کو درپیش مشکلات کا ازالہ ممکن ہو سکے۔ (83, 1833, 157, 2104)
public-notice (1, 316, 80, 467)
news-item-heading: خبر نمبر 44 (101, 308, 157, 318)
public-notice (1, 1674, 80, 1825)
column-8-notices (1, 16, 80, 2123)
news-item (242, 289, 324, 438)
news-item-heading: خبر نمبر 43 (101, 20, 157, 29)
news-item-body: بحوالہ درخواست سائل مسمی مذکور نے بتلایا ہے کہ متذکرہ بالا امور کے متعلق جملہ کاغذات عدالت میں پیش کر دیئے گئے ہیں لہذا فریقین کو اطلاع دی جاتی ہے کہ وہ مقررہ تاریخ پر بوقت دس بجے دن اصالتاً یا وکالتاً حاضر عدالت ہو کر اپنی جواب دہی کریں بصورت دیگر کاروائی یکطرفہ عمل میں لائی جائے گی۔ ضلع ایبٹ آباد کے عوامی حلقوں نے اس اقدام کو سراہا ہے اور متعلقہ محکمہ سے مطالبہ کیا ہے کہ ترقیاتی منصوبوں کو بروقت مکمل کیا جائے تاکہ عوام کو درپیش مشکلات کا ازالہ ممکن ہو سکے۔بحوالہ درخواست سائل مسمی مذکور نے بتلایا ہے کہ متذکرہ بالا امور کے متعلق جملہ کاغذات عدالت میں پیش کر دیئے گئے ہیں لہذا فریقین کو اطلاع دی جاتی ہے کہ وہ مقررہ تاریخ پر بوقت دس بجے دن اصالتاً یا وکالتاً حاضر عدالت ہو کر اپنی جواب دہی کریں بصورت دیگر کاروائی یکطرفہ عمل میں لائی جائے گی۔ ضلع ایبٹ آباد کے عوامی حلقوں نے اس اقدام کو سراہا ہے اور متعلقہ محکمہ سے مطالبہ کیا ہے کہ ترقیاتی منصوبوں کو بروقت مکمل کیا جائے تاکہ عوام کو درپیش مشکلات کا ازالہ ممکن ہو سکے۔ (409, 1174, 486, 1429)
news-item-body: بحوالہ درخواست سائل مسمی مذکور نے بتلایا ہے کہ متذکرہ بالا امور کے متعلق جملہ کاغذات عدالت میں پیش کر دیئے گئے ہیں لہذا فریقین کو اطلاع دی جاتی ہے کہ وہ مقررہ تاریخ پر بوقت دس بجے دن اصالتاً یا وکالتاً حاضر عدالت ہو کر اپنی جواب دہی کریں بصورت دیگر کاروائی یکطرفہ عمل میں لائی جائے گی۔ ضلع ایبٹ آباد کے عوامی حلقوں نے اس اقدام کو سراہا ہے اور متعلقہ محکمہ سے مطالبہ کیا ہے کہ ترقیاتی منصوبوں کو بروقت مکمل کیا جائے تاکہ عوام کو درپیش مشکلات کا ازالہ ممکن ہو سکے۔بحوالہ درخواست سائل مسمی مذکور نے بتلایا ہے کہ متذکرہ بالا امور کے متعلق جملہ کاغذات عدالت میں پیش کر دیئے گئے ہیں لہذا فریقین کو اطلاع دی جاتی ہے کہ وہ مقررہ تاریخ پر بوقت دس بجے دن اصالتاً یا وکالتاً حاضر عدالت ہو کر اپنی جواب دہی کریں بصورت دیگر کاروائی یکطرفہ عمل میں لائی جائے گی۔ ضلع ایبٹ آباد کے عوامی حلقوں نے اس اقدام کو سراہا ہے اور متعلقہ محکمہ سے مطالبہ کیا ہے کہ ترقیاتی منصوبوں کو بروقت مکمل کیا جائے تاکہ عوام کو درپیش مشکلات کا ازالہ ممکن ہو سکے۔ (162, 1746, 240, 2001)
news-item-heading: خبر نمبر 34 (184, 865, 240, 875)
court-notice-title: بعدالت جناب سینئر سول جج/جوڈیشل مجسٹریٹ (580, 929, 639, 952)
news-item (324, 438, 406, 588)
news-item-heading: خبر نمبر 5 (518, 20, 568, 29)
public-notice-heading: اطلاع (31, 1070, 50, 1079)
court-notice-signature: دستخط حاکم (493, 1363, 522, 1370)
public-notice-body: بحوالہ درخواست سائل مسمی مذکور نے بتلایا ہے کہ متذکرہ بالا امور کے متعلق جملہ کاغذات عدالت میں پیش کر دیئے گئے ہیں لہذا فریقین کو اطلاع دی جاتی ہے کہ وہ مقررہ تاریخ پر بوقت دس بجے دن اصالتاً یا وکالتاً حاضر عدالت ہو کر اپنی جواب دہی کریں بصورت دیگر کاروائی یکطرفہ عمل میں لائی جائے گی۔ ضلع ایبٹ آباد کے عوامی حلقوں نے اس اقدام کو سراہا ہے اور متعلقہ محکمہ سے مطالبہ کیا ہے کہ ترقیاتی منصوبوں کو بروقت مکمل کیا جائے تاکہ عوام کو درپیش مشکلات کا ازالہ ممکن ہو سکے۔ (3, 1078, 78, 1210)
news-item (160, 587, 241, 860)
news-item-heading: خبر نمبر 31 (184, 293, 240, 303)
news-item-body: بحوالہ درخواست سائل مسمی مذکور نے بتلایا ہے کہ متذکرہ بالا امور کے متعلق جملہ کاغذات عدالت میں پیش کر دیئے گئے ہیں لہذا فریقین کو اطلاع دی جاتی ہے کہ وہ مقررہ تاریخ پر بوقت دس بجے دن اصالتاً یا وکالتاً حاضر عدالت ہو کر اپنی جواب دہی کریں بصورت دیگر کاروائی یکطرفہ عمل میں لائی جائے گی۔ ضلع ایبٹ آباد کے عوامی حلقوں نے اس اقدام کو سراہا ہے اور متعلقہ محکمہ سے مطالبہ کیا ہے کہ ترقیاتی منصوبوں کو بروقت مکمل کیا جائے تاکہ عوام کو درپیش مشکلات کا ازالہ ممکن ہو سکے۔بحوالہ درخواست سائل مسمی مذکور نے بتلایا ہے کہ متذکرہ بالا امور کے متعلق جملہ کاغذات عدالت میں پیش کر دیئے گئے ہیں لہذا فریقین کو اطلاع دی جاتی ہے کہ وہ مقررہ تاریخ پر بوقت دس بجے دن اصالتاً یا وکالتاً حاضر عدالت ہو کر اپنی جواب دہی کریں بصورت دیگر کاروائی یکطرفہ عمل میں لائی جائے گی۔ ضلع ایبٹ آباد کے عوامی حلقوں نے اس اقدام کو سراہا ہے اور متعلقہ محکمہ سے مطالبہ کیا ہے کہ ترقیاتی منصوبوں کو بروقت مکمل کیا جائے تاکہ عوام کو درپیش مشکلات کا ازالہ ممکن ہو سکے۔ (162, 2317, 240, 2573)
news-item-heading: خبر نمبر 38 (184, 1586, 240, 1596)
court-notice-date: 12/01/2026 (493, 1044, 525, 1051)
public-notice-signer: منجانب: سائل (3, 458, 35, 464)
news-item-heading: خبر نمبر 10 (431, 442, 486, 452)
news-item-heading: خبر نمبر 19 (348, 442, 404, 452)
public-notice (1, 618, 80, 768)
court-notice-signature: دستخط حاکم (574, 1287, 604, 1294)
news-item-heading: خبر نمبر 9 (436, 293, 486, 303)
news-item (489, 289, 570, 562)
news-item-heading: خبر نمبر 16 (431, 1586, 486, 1596)
public-notice-signer: منجانب: سائل (3, 759, 35, 766)
news-item-body: بحوالہ درخواست سائل مسمی مذکور نے بتلایا ہے کہ متذکرہ بالا امور کے متعلق جملہ کاغذات عدالت میں پیش کر دیئے گئے ہیں لہذا فریقین کو اطلاع دی جاتی ہے کہ وہ مقررہ تاریخ پر بوقت دس بجے دن اصالتاً یا وکالتاً حاضر عدالت ہو کر اپنی جواب دہی کریں بصورت دیگر کاروائی یکطرفہ عمل میں لائی جائے گی۔ ضلع ایبٹ آباد کے عوامی حلقوں نے اس اقدام کو سراہا ہے اور متعلقہ محکمہ سے مطالبہ کیا ہے کہ ترقیاتی منصوبوں کو بروقت مکمل کیا جائے تاکہ عوام کو درپیش مشکلات کا ازالہ ممکن ہو سکے۔ (572, 311, 647, 442)
news-item (81, 1819, 159, 2107)
news-item-body: بحوالہ درخواست سائل مسمی مذکور نے بتلایا ہے کہ متذکرہ بالا امور کے متعلق جملہ کاغذات عدالت میں پیش کر دیئے گئے ہیں لہذا فریقین کو اطلاع دی جاتی ہے کہ وہ مقررہ تاریخ پر بوقت دس بجے دن اصالتاً یا وکالتاً حاضر عدالت ہو کر اپنی جواب دہی کریں بصورت دیگر کاروائی یکطرفہ عمل میں لائی جائے گی۔ ضلع ایبٹ آباد کے عوامی حلقوں نے اس اقدام کو سراہا ہے اور متعلقہ محکمہ سے مطالبہ کیا ہے کہ ترقیاتی منصوبوں کو بروقت مکمل کیا جائے تاکہ عوام کو درپیش مشکلات کا ازالہ ممکن ہو سکے۔ (83, 475, 157, 614)
news-item-body: بحوالہ درخواست سائل مسمی مذکور نے بتلایا ہے کہ متذکرہ بالا امور کے متعلق جملہ کاغذات عدالت میں پیش کر دیئے گئے ہیں لہذا فریقین کو اطلاع دی جاتی ہے کہ وہ مقررہ تاریخ پر بوقت دس بجے دن اصالتاً یا وکالتاً حاضر عدالت ہو کر اپنی جواب دہی کریں بصورت دیگر کاروائی یکطرفہ عمل میں لائی جائے گی۔ ضلع ایبٹ آباد کے عوامی حلقوں نے اس اقدام کو سراہا ہے اور متعلقہ محکمہ سے مطالبہ کیا ہے کہ ترقیاتی منصوبوں کو بروقت مکمل کیا جائے تاکہ عوام کو درپیش مشکلات کا ازالہ ممکن ہو سکے۔ (572, 460, 647, 592)
news-item-heading: خبر نمبر 4 (596, 599, 647, 609)
news-item-heading: خبر نمبر 52 (101, 1823, 157, 1832)
paper-name: DAILY MAHASIB ABBOTTABAD (3, 2, 138, 12)
news-item-body: بحوالہ درخواست سائل مسمی مذکور نے بتلایا ہے کہ متذکرہ بالا امور کے متعلق جملہ کاغذات عدالت میں پیش کر دیئے گئے ہیں لہذا فریقین کو اطلاع دی جاتی ہے کہ وہ مقررہ تاریخ پر بوقت دس بجے دن اصالتاً یا وکالتاً حاضر عدالت ہو کر اپنی جواب دہی کریں بصورت دیگر کاروائی یکطرفہ عمل میں لائی جائے گی۔ ضلع ایبٹ آباد کے عوامی حلقوں نے اس اقدام کو سراہا ہے اور متعلقہ محکمہ سے مطالبہ کیا ہے کہ ترقیاتی منصوبوں کو بروقت مکمل کیا جائے تاکہ عوام کو درپیش مشکلات کا ازالہ ممکن ہو سکے۔بحوالہ درخواست سائل مسمی مذکور نے بتلایا ہے کہ متذکرہ بالا امور کے متعلق جملہ کاغذات عدالت میں پیش کر دیئے گئے ہیں لہذا فریقین کو اطلاع دی جاتی ہے کہ وہ مقررہ تاریخ پر بوقت دس بجے دن اصالتاً یا وکالتاً حاضر عدالت ہو کر اپنی جواب دہی کریں بصورت دیگر کاروائی یکطرفہ عمل میں لائی جائے گی۔ ضلع ایبٹ آباد کے عوامی حلقوں نے اس اقدام کو سراہا ہے اور متعلقہ محکمہ سے مطالبہ کیا ہے کہ ترقیاتی منصوبوں کو بروقت مکمل کیا جائے تاکہ عوام کو درپیش مشکلات کا ازالہ ممکن ہو سکے۔ (162, 602, 240, 858)
public-notice-signer: منجانب: سائل (3, 1966, 35, 1973)
public-notice-signer: منجانب: سائل (3, 609, 35, 615)
news-item-body: بحوالہ درخواست سائل مسمی مذکور نے بتلایا ہے کہ متذکرہ بالا امور کے متعلق جملہ کاغذات عدالت میں پیش کر دیئے گئے ہیں لہذا فریقین کو اطلاع دی جاتی ہے کہ وہ مقررہ تاریخ پر بوقت دس بجے دن اصالتاً یا وکالتاً حاضر عدالت ہو کر اپنی جواب دہی کریں بصورت دیگر کاروائی یکطرفہ عمل میں لائی جائے گی۔ ضلع ایبٹ آباد کے عوامی حلقوں نے اس اقدام کو سراہا ہے اور متعلقہ محکمہ سے مطالبہ کیا ہے کہ ترقیاتی منصوبوں کو بروقت مکمل کیا جائے تاکہ عوام کو درپیش مشکلات کا ازالہ ممکن ہو سکے۔بحوالہ درخواست سائل مسمی مذکور نے بتلایا ہے کہ متذکرہ بالا امور کے متعلق جملہ کاغذات عدالت میں پیش کر دیئے گئے ہیں لہذا فریقین کو اطلاع دی جاتی ہے کہ وہ مقررہ تاریخ پر بوقت دس بجے دن اصالتاً یا وکالتاً حاضر عدالت ہو کر اپنی جواب دہی کریں بصورت دیگر کاروائی یکطرفہ عمل میں لائی جائے گی۔ ضلع ایبٹ آباد کے عوامی حلقوں نے اس اقدام کو سراہا ہے اور متعلقہ محکمہ سے مطالبہ کیا ہے کہ ترقیاتی منصوبوں کو بروقت مکمل کیا جائے تاکہ عوام کو درپیش مشکلات کا ازالہ ممکن ہو سکے۔ (83, 631, 157, 902)
court-notice-case-number: مقدمہ نمبر 2/05 (589, 952, 630, 960)
news-item-heading: خبر نمبر 50 (101, 1509, 157, 1519)
news-item-heading: خبر نمبر 41 (184, 2157, 240, 2167)
public-notice-heading: اطلاع (31, 167, 50, 176)
court-notice-body: بحوالہ درخواست سائل مسمی مذکور نے بتلایا ہے کہ متذکرہ بالا امور کے متعلق جملہ کاغذات عدالت میں پیش کر دیئے گئے ہیں لہذا فریقین کو اطلاع دی جاتی ہے کہ وہ مقررہ تاریخ پر بوقت دس بجے دن اصالتاً یا وکالتاً حاضر عدالت ہو کر اپنی جواب دہی کریں بصورت دیگر کاروائی یکطرفہ عمل میں لائی جائے گی۔ ضلع ایبٹ آباد کے عوامی حلقوں نے اس اقدام کو سراہا ہے اور متعلقہ محکمہ سے مطالبہ کیا ہے کہ ترقیاتی منصوبوں کو بروقت مکمل کیا جائے تاکہ عوام کو درپیش مشکلات کا ازالہ ممکن ہو سکے۔ (574, 1329, 645, 1468)
news-item-body: بحوالہ درخواست سائل مسمی مذکور نے بتلایا ہے کہ متذکرہ بالا امور کے متعلق جملہ کاغذات عدالت میں پیش کر دیئے گئے ہیں لہذا فریقین کو اطلاع دی جاتی ہے کہ وہ مقررہ تاریخ پر بوقت دس بجے دن اصالتاً یا وکالتاً حاضر عدالت ہو کر اپنی جواب دہی کریں بصورت دیگر کاروائی یکطرفہ عمل میں لائی جائے گی۔ ضلع ایبٹ آباد کے عوامی حلقوں نے اس اقدام کو سراہا ہے اور متعلقہ محکمہ سے مطالبہ کیا ہے کہ ترقیاتی منصوبوں کو بروقت مکمل کیا جائے تاکہ عوام کو درپیش مشکلات کا ازالہ ممکن ہو سکے۔ (162, 1025, 240, 1156)
public-notice-body: بحوالہ درخواست سائل مسمی مذکور نے بتلایا ہے کہ متذکرہ بالا امور کے متعلق جملہ کاغذات عدالت میں پیش کر دیئے گئے ہیں لہذا فریقین کو اطلاع دی جاتی ہے کہ وہ مقررہ تاریخ پر بوقت دس بجے دن اصالتاً یا وکالتاً حاضر عدالت ہو کر اپنی جواب دہی کریں بصورت دیگر کاروائی یکطرفہ عمل میں لائی جائے گی۔ ضلع ایبٹ آباد کے عوامی حلقوں نے اس اقدام کو سراہا ہے اور متعلقہ محکمہ سے مطالبہ کیا ہے کہ ترقیاتی منصوبوں کو بروقت مکمل کیا جائے تاکہ عوام کو درپیش مشکلات کا ازالہ ممکن ہو سکے۔ (3, 1533, 78, 1665)
news-item-heading: خبر نمبر 14 (431, 1163, 486, 1173)
column-4 (324, 16, 406, 1429)
court-notice-body: بحوالہ درخواست سائل مسمی مذکور نے بتلایا ہے کہ متذکرہ بالا امور کے متعلق جملہ کاغذات عدالت میں پیش کر دیئے گئے ہیں لہذا فریقین کو اطلاع دی جاتی ہے کہ وہ مقررہ تاریخ پر بوقت دس بجے دن اصالتاً یا وکالتاً حاضر عدالت ہو کر اپنی جواب دہی کریں بصورت دیگر کاروائی یکطرفہ عمل میں لائی جائے گی۔ ضلع ایبٹ آباد کے عوامی حلقوں نے اس اقدام کو سراہا ہے اور متعلقہ محکمہ سے مطالبہ کیا ہے کہ ترقیاتی منصوبوں کو بروقت مکمل کیا جائے تاکہ عوام کو درپیش مشکلات کا ازالہ ممکن ہو سکے۔ (574, 1148, 645, 1286)
court-notice-date: 03/01/2026 (534, 862, 566, 870)
public-notice (1, 1069, 80, 1220)
news-item-body: بحوالہ درخواست سائل مسمی مذکور نے بتلایا ہے کہ متذکرہ بالا امور کے متعلق جملہ کاغذات عدالت میں پیش کر دیئے گئے ہیں لہذا فریقین کو اطلاع دی جاتی ہے کہ وہ مقررہ تاریخ پر بوقت دس بجے دن اصالتاً یا وکالتاً حاضر عدالت ہو کر اپنی جواب دہی کریں بصورت دیگر کاروائی یکطرفہ عمل میں لائی جائے گی۔ ضلع ایبٹ آباد کے عوامی حلقوں نے اس اقدام کو سراہا ہے اور متعلقہ محکمہ سے مطالبہ کیا ہے کہ ترقیاتی منصوبوں کو بروقت مکمل کیا جائے تاکہ عوام کو درپیش مشکلات کا ازالہ ممکن ہو سکے۔بحوالہ درخواست سائل مسمی مذکور نے بتلایا ہے کہ متذکرہ بالا امور کے متعلق جملہ کاغذات عدالت میں پیش کر دیئے گئے ہیں لہذا فریقین کو اطلاع دی جاتی ہے کہ وہ مقررہ تاریخ پر بوقت دس بجے دن اصالتاً یا وکالتاً حاضر عدالت ہو کر اپنی جواب دہی کریں بصورت دیگر کاروائی یکطرفہ عمل میں لائی جائے گی۔ ضلع ایبٹ آباد کے عوامی حلقوں نے اس اقدام کو سراہا ہے اور متعلقہ محکمہ سے مطالبہ کیا ہے کہ ترقیاتی منصوبوں کو بروقت مکمل کیا جائے تاکہ عوام کو درپیش مشکلات کا ازالہ ممکن ہو سکے۔ (83, 1232, 157, 1502)
news-item-heading: خبر نمبر 37 (184, 1436, 240, 1446)
public-notice-heading: اطلاع (31, 618, 50, 628)
column-6 (160, 16, 241, 2573)
court-notice-dates (574, 1141, 645, 1148)
column-2 (489, 16, 570, 1370)
public-notice-body: بحوالہ درخواست سائل مسمی مذکور نے بتلایا ہے کہ متذکرہ بالا امور کے متعلق جملہ کاغذات عدالت میں پیش کر دیئے گئے ہیں لہذا فریقین کو اطلاع دی جاتی ہے کہ وہ مقررہ تاریخ پر بوقت دس بجے دن اصالتاً یا وکالتاً حاضر عدالت ہو کر اپنی جواب دہی کریں بصورت دیگر کاروائی یکطرفہ عمل میں لائی جائے گی۔ ضلع ایبٹ آباد کے عوامی حلقوں نے اس اقدام کو سراہا ہے اور متعلقہ محکمہ سے مطالبہ کیا ہے کہ ترقیاتی منصوبوں کو بروقت مکمل کیا جائے تاکہ عوام کو درپیش مشکلات کا ازالہ ممکن ہو سکے۔ (3, 326, 78, 457)
news-item (242, 587, 324, 860)
news-item-heading: خبر نمبر 23 (348, 1163, 404, 1173)
news-item-body: بحوالہ درخواست سائل مسمی مذکور نے بتلایا ہے کہ متذکرہ بالا امور کے متعلق جملہ کاغذات عدالت میں پیش کر دیئے گئے ہیں لہذا فریقین کو اطلاع دی جاتی ہے کہ وہ مقررہ تاریخ پر بوقت دس بجے دن اصالتاً یا وکالتاً حاضر عدالت ہو کر اپنی جواب دہی کریں بصورت دیگر کاروائی یکطرفہ عمل میں لائی جائے گی۔ ضلع ایبٹ آباد کے عوامی حلقوں نے اس اقدام کو سراہا ہے اور متعلقہ محکمہ سے مطالبہ کیا ہے کہ ترقیاتی منصوبوں کو بروقت مکمل کیا جائے تاکہ عوام کو درپیش مشکلات کا ازالہ ممکن ہو سکے۔ (572, 609, 647, 741)
court-notice-dates (493, 1044, 566, 1051)
news-item-body: بحوالہ درخواست سائل مسمی مذکور نے بتلایا ہے کہ متذکرہ بالا امور کے متعلق جملہ کاغذات عدالت میں پیش کر دیئے گئے ہیں لہذا فریقین کو اطلاع دی جاتی ہے کہ وہ مقررہ تاریخ پر بوقت دس بجے دن اصالتاً یا وکالتاً حاضر عدالت ہو کر اپنی جواب دہی کریں بصورت دیگر کاروائی یکطرفہ عمل میں لائی جائے گی۔ ضلع ایبٹ آباد کے عوامی حلقوں نے اس اقدام کو سراہا ہے اور متعلقہ محکمہ سے مطالبہ کیا ہے کہ ترقیاتی منصوبوں کو بروقت مکمل کیا جائے تاکہ عوام کو درپیش مشکلات کا ازالہ ممکن ہو سکے۔ (409, 1596, 486, 1728)
news-item-body: بحوالہ درخواست سائل مسمی مذکور نے بتلایا ہے کہ متذکرہ بالا امور کے متعلق جملہ کاغذات عدالت میں پیش کر دیئے گئے ہیں لہذا فریقین کو اطلاع دی جاتی ہے کہ وہ مقررہ تاریخ پر بوقت دس بجے دن اصالتاً یا وکالتاً حاضر عدالت ہو کر اپنی جواب دہی کریں بصورت دیگر کاروائی یکطرفہ عمل میں لائی جائے گی۔ ضلع ایبٹ آباد کے عوامی حلقوں نے اس اقدام کو سراہا ہے اور متعلقہ محکمہ سے مطالبہ کیا ہے کہ ترقیاتی منصوبوں کو بروقت مکمل کیا جائے تاکہ عوام کو درپیش مشکلات کا ازالہ ممکن ہو سکے۔ (409, 875, 486, 1007)
news-item (81, 1061, 159, 1218)
news-item-body: بحوالہ درخواست سائل مسمی مذکور نے بتلایا ہے کہ متذکرہ بالا امور کے متعلق جملہ کاغذات عدالت میں پیش کر دیئے گئے ہیں لہذا فریقین کو اطلاع دی جاتی ہے کہ وہ مقررہ تاریخ پر بوقت دس بجے دن اصالتاً یا وکالتاً حاضر عدالت ہو کر اپنی جواب دہی کریں بصورت دیگر کاروائی یکطرفہ عمل میں لائی جائے گی۔ ضلع ایبٹ آباد کے عوامی حلقوں نے اس اقدام کو سراہا ہے اور متعلقہ محکمہ سے مطالبہ کیا ہے کہ ترقیاتی منصوبوں کو بروقت مکمل کیا جائے تاکہ عوام کو درپیش مشکلات کا ازالہ ممکن ہو سکے۔ (409, 1447, 486, 1579)
news-item-body: بحوالہ درخواست سائل مسمی مذکور نے بتلایا ہے کہ متذکرہ بالا امور کے متعلق جملہ کاغذات عدالت میں پیش کر دیئے گئے ہیں لہذا فریقین کو اطلاع دی جاتی ہے کہ وہ مقررہ تاریخ پر بوقت دس بجے دن اصالتاً یا وکالتاً حاضر عدالت ہو کر اپنی جواب دہی کریں بصورت دیگر کاروائی یکطرفہ عمل میں لائی جائے گی۔ ضلع ایبٹ آباد کے عوامی حلقوں نے اس اقدام کو سراہا ہے اور متعلقہ محکمہ سے مطالبہ کیا ہے کہ ترقیاتی منصوبوں کو بروقت مکمل کیا جائے تاکہ عوام کو درپیش مشکلات کا ازالہ ممکن ہو سکے۔ (162, 1447, 240, 1579)
court-notice-signature: دستخط حاکم (574, 1468, 604, 1475)
news-item-heading: خبر نمبر 40 (184, 2008, 240, 2018)
news-item (81, 1506, 159, 1662)
public-notice-signer: منجانب: سائل (3, 157, 35, 164)
column-1 (570, 16, 649, 1475)
news-item-heading: خبر نمبر 20 (348, 591, 404, 601)
news-item-heading: خبر نمبر 45 (101, 464, 157, 474)
court-notice-date: 20/01/2026 (574, 960, 606, 967)
news-item (160, 289, 241, 438)
public-notice (1, 768, 80, 918)
news-item-body: بحوالہ درخواست سائل مسمی مذکور نے بتلایا ہے کہ متذکرہ بالا امور کے متعلق جملہ کاغذات عدالت میں پیش کر دیئے گئے ہیں لہذا فریقین کو اطلاع دی جاتی ہے کہ وہ مقررہ تاریخ پر بوقت دس بجے دن اصالتاً یا وکالتاً حاضر عدالت ہو کر اپنی جواب دہی کریں بصورت دیگر کاروائی یکطرفہ عمل میں لائی جائے گی۔ ضلع ایبٹ آباد کے عوامی حلقوں نے اس اقدام کو سراہا ہے اور متعلقہ محکمہ سے مطالبہ کیا ہے کہ ترقیاتی منصوبوں کو بروقت مکمل کیا جائے تاکہ عوام کو درپیش مشکلات کا ازالہ ممکن ہو سکے۔ (162, 875, 240, 1007)
court-notice-body: بحوالہ درخواست سائل مسمی مذکور نے بتلایا ہے کہ متذکرہ بالا امور کے متعلق جملہ کاغذات عدالت میں پیش کر دیئے گئے ہیں لہذا فریقین کو اطلاع دی جاتی ہے کہ وہ مقررہ تاریخ پر بوقت دس بجے دن اصالتاً یا وکالتاً حاضر عدالت ہو کر اپنی جواب دہی کریں بصورت دیگر کاروائی یکطرفہ عمل میں لائی جائے گی۔ ضلع ایبٹ آباد کے عوامی حلقوں نے اس اقدام کو سراہا ہے اور متعلقہ محکمہ سے مطالبہ کیا ہے کہ ترقیاتی منصوبوں کو بروقت مکمل کیا جائے تاکہ عوام کو درپیش مشکلات کا ازالہ ممکن ہو سکے۔ (493, 1224, 566, 1363)
news-item (81, 1217, 159, 1506)
news-item-heading: خبر نمبر 1 (596, 20, 647, 29)
news-item-heading: خبر نمبر 7 (518, 566, 568, 576)
news-item (81, 460, 159, 616)
news-item-body: بحوالہ درخواست سائل مسمی مذکور نے بتلایا ہے کہ متذکرہ بالا امور کے متعلق جملہ کاغذات عدالت میں پیش کر دیئے گئے ہیں لہذا فریقین کو اطلاع دی جاتی ہے کہ وہ مقررہ تاریخ پر بوقت دس بجے دن اصالتاً یا وکالتاً حاضر عدالت ہو کر اپنی جواب دہی کریں بصورت دیگر کاروائی یکطرفہ عمل میں لائی جائے گی۔ ضلع ایبٹ آباد کے عوامی حلقوں نے اس اقدام کو سراہا ہے اور متعلقہ محکمہ سے مطالبہ کیا ہے کہ ترقیاتی منصوبوں کو بروقت مکمل کیا جائے تاکہ عوام کو درپیش مشکلات کا ازالہ ممکن ہو سکے۔ (326, 304, 404, 435)
court-notice-title: بعدالت جناب سول جج صاحب ایبٹ آباد (576, 748, 643, 763)
court-notice (490, 1019, 568, 1198)
news-item (324, 289, 406, 438)
news-item (160, 438, 241, 588)
news-item (407, 861, 488, 1010)
news-item-heading: خبر نمبر 47 (101, 909, 157, 918)
news-item-heading: خبر نمبر 21 (348, 865, 404, 875)
court-notice-dates (493, 862, 566, 870)
news-item-heading: خبر نمبر 26 (266, 442, 322, 452)
court-notice-date: 17/01/2026 (574, 1322, 606, 1329)
news-item-heading: خبر نمبر 30 (184, 20, 240, 29)
news-item (324, 1010, 406, 1159)
page-number: صفحہ نمبر 3 (313, 2, 364, 11)
public-notice-body: بحوالہ درخواست سائل مسمی مذکور نے بتلایا ہے کہ متذکرہ بالا امور کے متعلق جملہ کاغذات عدالت میں پیش کر دیئے گئے ہیں لہذا فریقین کو اطلاع دی جاتی ہے کہ وہ مقررہ تاریخ پر بوقت دس بجے دن اصالتاً یا وکالتاً حاضر عدالت ہو کر اپنی جواب دہی کریں بصورت دیگر کاروائی یکطرفہ عمل میں لائی جائے گی۔ ضلع ایبٹ آباد کے عوامی حلقوں نے اس اقدام کو سراہا ہے اور متعلقہ محکمہ سے مطالبہ کیا ہے کہ ترقیاتی منصوبوں کو بروقت مکمل کیا جائے تاکہ عوام کو درپیش مشکلات کا ازالہ ممکن ہو سکے۔ (3, 1684, 78, 1815)
news-item-body: بحوالہ درخواست سائل مسمی مذکور نے بتلایا ہے کہ متذکرہ بالا امور کے متعلق جملہ کاغذات عدالت میں پیش کر دیئے گئے ہیں لہذا فریقین کو اطلاع دی جاتی ہے کہ وہ مقررہ تاریخ پر بوقت دس بجے دن اصالتاً یا وکالتاً حاضر عدالت ہو کر اپنی جواب دہی کریں بصورت دیگر کاروائی یکطرفہ عمل میں لائی جائے گی۔ ضلع ایبٹ آباد کے عوامی حلقوں نے اس اقدام کو سراہا ہے اور متعلقہ محکمہ سے مطالبہ کیا ہے کہ ترقیاتی منصوبوں کو بروقت مکمل کیا جائے تاکہ عوام کو درپیش مشکلات کا ازالہ ممکن ہو سکے۔ (244, 453, 322, 584)
news-item-body: بحوالہ درخواست سائل مسمی مذکور نے بتلایا ہے کہ متذکرہ بالا امور کے متعلق جملہ کاغذات عدالت میں پیش کر دیئے گئے ہیں لہذا فریقین کو اطلاع دی جاتی ہے کہ وہ مقررہ تاریخ پر بوقت دس بجے دن اصالتاً یا وکالتاً حاضر عدالت ہو کر اپنی جواب دہی کریں بصورت دیگر کاروائی یکطرفہ عمل میں لائی جائے گی۔ ضلع ایبٹ آباد کے عوامی حلقوں نے اس اقدام کو سراہا ہے اور متعلقہ محکمہ سے مطالبہ کیا ہے کہ ترقیاتی منصوبوں کو بروقت مکمل کیا جائے تاکہ عوام کو درپیش مشکلات کا ازالہ ممکن ہو سکے۔ (162, 2168, 240, 2299)
news-item-heading: خبر نمبر 18 (348, 293, 404, 303)
news-item-heading: خبر نمبر 13 (431, 1014, 486, 1023)
public-notice-signer: منجانب: سائل (3, 1361, 35, 1367)
public-notice-heading: اطلاع (31, 1220, 50, 1230)
news-item-body: بحوالہ درخواست سائل مسمی مذکور نے بتلایا ہے کہ متذکرہ بالا امور کے متعلق جملہ کاغذات عدالت میں پیش کر دیئے گئے ہیں لہذا فریقین کو اطلاع دی جاتی ہے کہ وہ مقررہ تاریخ پر بوقت دس بجے دن اصالتاً یا وکالتاً حاضر عدالت ہو کر اپنی جواب دہی کریں بصورت دیگر کاروائی یکطرفہ عمل میں لائی جائے گی۔ ضلع ایبٹ آباد کے عوامی حلقوں نے اس اقدام کو سراہا ہے اور متعلقہ محکمہ سے مطالبہ کیا ہے کہ ترقیاتی منصوبوں کو بروقت مکمل کیا جائے تاکہ عوام کو درپیش مشکلات کا ازالہ ممکن ہو سکے۔بحوالہ درخواست سائل مسمی مذکور نے بتلایا ہے کہ متذکرہ بالا امور کے متعلق جملہ کاغذات عدالت میں پیش کر دیئے گئے ہیں لہذا فریقین کو اطلاع دی جاتی ہے کہ وہ مقررہ تاریخ پر بوقت دس بجے دن اصالتاً یا وکالتاً حاضر عدالت ہو کر اپنی جواب دہی کریں بصورت دیگر کاروائی یکطرفہ عمل میں لائی جائے گی۔ ضلع ایبٹ آباد کے عوامی حلقوں نے اس اقدام کو سراہا ہے اور متعلقہ محکمہ سے مطالبہ کیا ہے کہ ترقیاتی منصوبوں کو بروقت مکمل کیا جائے تاکہ عوام کو درپیش مشکلات کا ازالہ ممکن ہو سکے۔ (491, 31, 568, 286)
public-notice-body: بحوالہ درخواست سائل مسمی مذکور نے بتلایا ہے کہ متذکرہ بالا امور کے متعلق جملہ کاغذات عدالت میں پیش کر دیئے گئے ہیں لہذا فریقین کو اطلاع دی جاتی ہے کہ وہ مقررہ تاریخ پر بوقت دس بجے دن اصالتاً یا وکالتاً حاضر عدالت ہو کر اپنی جواب دہی کریں بصورت دیگر کاروائی یکطرفہ عمل میں لائی جائے گی۔ ضلع ایبٹ آباد کے عوامی حلقوں نے اس اقدام کو سراہا ہے اور متعلقہ محکمہ سے مطالبہ کیا ہے کہ ترقیاتی منصوبوں کو بروقت مکمل کیا جائے تاکہ عوام کو درپیش مشکلات کا ازالہ ممکن ہو سکے۔ (3, 175, 78, 307)
public-notice-heading: اطلاع (31, 1524, 50, 1534)
news-item (81, 905, 159, 1061)
news-item-body: بحوالہ درخواست سائل مسمی مذکور نے بتلایا ہے کہ متذکرہ بالا امور کے متعلق جملہ کاغذات عدالت میں پیش کر دیئے گئے ہیں لہذا فریقین کو اطلاع دی جاتی ہے کہ وہ مقررہ تاریخ پر بوقت دس بجے دن اصالتاً یا وکالتاً حاضر عدالت ہو کر اپنی جواب دہی کریں بصورت دیگر کاروائی یکطرفہ عمل میں لائی جائے گی۔ ضلع ایبٹ آباد کے عوامی حلقوں نے اس اقدام کو سراہا ہے اور متعلقہ محکمہ سے مطالبہ کیا ہے کہ ترقیاتی منصوبوں کو بروقت مکمل کیا جائے تاکہ عوام کو درپیش مشکلات کا ازالہ ممکن ہو سکے۔بحوالہ درخواست سائل مسمی مذکور نے بتلایا ہے کہ متذکرہ بالا امور کے متعلق جملہ کاغذات عدالت میں پیش کر دیئے گئے ہیں لہذا فریقین کو اطلاع دی جاتی ہے کہ وہ مقررہ تاریخ پر بوقت دس بجے دن اصالتاً یا وکالتاً حاضر عدالت ہو کر اپنی جواب دہی کریں بصورت دیگر کاروائی یکطرفہ عمل میں لائی جائے گی۔ ضلع ایبٹ آباد کے عوامی حلقوں نے اس اقدام کو سراہا ہے اور متعلقہ محکمہ سے مطالبہ کیا ہے کہ ترقیاتی منصوبوں کو بروقت مکمل کیا جائے تاکہ عوام کو درپیش مشکلات کا ازالہ ممکن ہو سکے۔ (162, 1174, 240, 1429)
public-notice-heading: اطلاع (31, 1976, 50, 1985)
news-item-body: بحوالہ درخواست سائل مسمی مذکور نے بتلایا ہے کہ متذکرہ بالا امور کے متعلق جملہ کاغذات عدالت میں پیش کر دیئے گئے ہیں لہذا فریقین کو اطلاع دی جاتی ہے کہ وہ مقررہ تاریخ پر بوقت دس بجے دن اصالتاً یا وکالتاً حاضر عدالت ہو کر اپنی جواب دہی کریں بصورت دیگر کاروائی یکطرفہ عمل میں لائی جائے گی۔ ضلع ایبٹ آباد کے عوامی حلقوں نے اس اقدام کو سراہا ہے اور متعلقہ محکمہ سے مطالبہ کیا ہے کہ ترقیاتی منصوبوں کو بروقت مکمل کیا جائے تاکہ عوام کو درپیش مشکلات کا ازالہ ممکن ہو سکے۔ (244, 875, 322, 1007)
news-item-body: بحوالہ درخواست سائل مسمی مذکور نے بتلایا ہے کہ متذکرہ بالا امور کے متعلق جملہ کاغذات عدالت میں پیش کر دیئے گئے ہیں لہذا فریقین کو اطلاع دی جاتی ہے کہ وہ مقررہ تاریخ پر بوقت دس بجے دن اصالتاً یا وکالتاً حاضر عدالت ہو کر اپنی جواب دہی کریں بصورت دیگر کاروائی یکطرفہ عمل میں لائی جائے گی۔ ضلع ایبٹ آباد کے عوامی حلقوں نے اس اقدام کو سراہا ہے اور متعلقہ محکمہ سے مطالبہ کیا ہے کہ ترقیاتی منصوبوں کو بروقت مکمل کیا جائے تاکہ عوام کو درپیش مشکلات کا ازالہ ممکن ہو سکے۔بحوالہ درخواست سائل مسمی مذکور نے بتلایا ہے کہ متذکرہ بالا امور کے متعلق جملہ کاغذات عدالت میں پیش کر دیئے گئے ہیں لہذا فریقین کو اطلاع دی جاتی ہے کہ وہ مقررہ تاریخ پر بوقت دس بجے دن اصالتاً یا وکالتاً حاضر عدالت ہو کر اپنی جواب دہی کریں بصورت دیگر کاروائی یکطرفہ عمل میں لائی جائے گی۔ ضلع ایبٹ آباد کے عوامی حلقوں نے اس اقدام کو سراہا ہے اور متعلقہ محکمہ سے مطالبہ کیا ہے کہ ترقیاتی منصوبوں کو بروقت مکمل کیا جائے تاکہ عوام کو درپیش مشکلات کا ازالہ ممکن ہو سکے۔ (244, 31, 322, 286)
news-item (160, 861, 241, 1010)
news-item (324, 16, 406, 289)
court-notice (490, 1200, 568, 1372)
court-notice-date: 17/12/2018 (534, 1217, 566, 1224)
court-notice-title: بعدالت جناب سول جج (495, 1202, 563, 1210)
public-notice (1, 467, 80, 618)
news-item-heading: خبر نمبر 3 (596, 449, 647, 459)
court-notice-date: 24/01/2026 (493, 1217, 525, 1224)
public-notice (1, 1975, 80, 2126)
court-notice-case-number: نمبر مقدمہ 26/10/2024 (580, 1314, 640, 1322)
court-notice-body: بحوالہ درخواست سائل مسمی مذکور نے بتلایا ہے کہ متذکرہ بالا امور کے متعلق جملہ کاغذات عدالت میں پیش کر دیئے گئے ہیں لہذا فریقین کو اطلاع دی جاتی ہے کہ وہ مقررہ تاریخ پر بوقت دس بجے دن اصالتاً یا وکالتاً حاضر عدالت ہو کر اپنی جواب دہی کریں بصورت دیگر کاروائی یکطرفہ عمل میں لائی جائے گی۔ ضلع ایبٹ آباد کے عوامی حلقوں نے اس اقدام کو سراہا ہے اور متعلقہ محکمہ سے مطالبہ کیا ہے کہ ترقیاتی منصوبوں کو بروقت مکمل کیا جائے تاکہ عوام کو درپیش مشکلات کا ازالہ ممکن ہو سکے۔ (493, 870, 566, 1008)
news-item (489, 562, 570, 836)
court-notice-title: بعدالت جناب سول جج IV ایبٹ آباد (495, 840, 563, 855)
public-notice-body: بحوالہ درخواست سائل مسمی مذکور نے بتلایا ہے کہ متذکرہ بالا امور کے متعلق جملہ کاغذات عدالت میں پیش کر دیئے گئے ہیں لہذا فریقین کو اطلاع دی جاتی ہے کہ وہ مقررہ تاریخ پر بوقت دس بجے دن اصالتاً یا وکالتاً حاضر عدالت ہو کر اپنی جواب دہی کریں بصورت دیگر کاروائی یکطرفہ عمل میں لائی جائے گی۔ ضلع ایبٹ آباد کے عوامی حلقوں نے اس اقدام کو سراہا ہے اور متعلقہ محکمہ سے مطالبہ کیا ہے کہ ترقیاتی منصوبوں کو بروقت مکمل کیا جائے تاکہ عوام کو درپیش مشکلات کا ازالہ ممکن ہو سکے۔ (3, 1834, 78, 1965)
column-5 (242, 16, 324, 1156)
news-item-heading: خبر نمبر 11 (431, 591, 486, 601)
court-notice-dates (574, 1322, 645, 1329)
column-3 (407, 16, 488, 1728)
news-item (407, 1432, 488, 1582)
court-notice-title: بعدالت جناب سول جج ایبٹ آباد (576, 1118, 643, 1133)
public-notice (1, 1219, 80, 1370)
news-item-body: بحوالہ درخواست سائل مسمی مذکور نے بتلایا ہے کہ متذکرہ بالا امور کے متعلق جملہ کاغذات عدالت میں پیش کر دیئے گئے ہیں لہذا فریقین کو اطلاع دی جاتی ہے کہ وہ مقررہ تاریخ پر بوقت دس بجے دن اصالتاً یا وکالتاً حاضر عدالت ہو کر اپنی جواب دہی کریں بصورت دیگر کاروائی یکطرفہ عمل میں لائی جائے گی۔ ضلع ایبٹ آباد کے عوامی حلقوں نے اس اقدام کو سراہا ہے اور متعلقہ محکمہ سے مطالبہ کیا ہے کہ ترقیاتی منصوبوں کو بروقت مکمل کیا جائے تاکہ عوام کو درپیش مشکلات کا ازالہ ممکن ہو سکے۔بحوالہ درخواست سائل مسمی مذکور نے بتلایا ہے کہ متذکرہ بالا امور کے متعلق جملہ کاغذات عدالت میں پیش کر دیئے گئے ہیں لہذا فریقین کو اطلاع دی جاتی ہے کہ وہ مقررہ تاریخ پر بوقت دس بجے دن اصالتاً یا وکالتاً حاضر عدالت ہو کر اپنی جواب دہی کریں بصورت دیگر کاروائی یکطرفہ عمل میں لائی جائے گی۔ ضلع ایبٹ آباد کے عوامی حلقوں نے اس اقدام کو سراہا ہے اور متعلقہ محکمہ سے مطالبہ کیا ہے کہ ترقیاتی منصوبوں کو بروقت مکمل کیا جائے تاکہ عوام کو درپیش مشکلات کا ازالہ ممکن ہو سکے۔ (491, 577, 568, 833)
public-notice-body: بحوالہ درخواست سائل مسمی مذکور نے بتلایا ہے کہ متذکرہ بالا امور کے متعلق جملہ کاغذات عدالت میں پیش کر دیئے گئے ہیں لہذا فریقین کو اطلاع دی جاتی ہے کہ وہ مقررہ تاریخ پر بوقت دس بجے دن اصالتاً یا وکالتاً حاضر عدالت ہو کر اپنی جواب دہی کریں بصورت دیگر کاروائی یکطرفہ عمل میں لائی جائے گی۔ ضلع ایبٹ آباد کے عوامی حلقوں نے اس اقدام کو سراہا ہے اور متعلقہ محکمہ سے مطالبہ کیا ہے کہ ترقیاتی منصوبوں کو بروقت مکمل کیا جائے تاکہ عوام کو درپیش مشکلات کا ازالہ ممکن ہو سکے۔ (3, 1382, 78, 1514)
court-notice-date: 17/01/2026 (613, 1322, 645, 1329)
news-item (160, 2004, 241, 2153)
court-notice (572, 1116, 647, 1296)
public-notice-heading: اطلاع (31, 318, 50, 327)
public-notice-signer: منجانب: سائل (3, 2117, 35, 2123)
news-item-body: بحوالہ درخواست سائل مسمی مذکور نے بتلایا ہے کہ متذکرہ بالا امور کے متعلق جملہ کاغذات عدالت میں پیش کر دیئے گئے ہیں لہذا فریقین کو اطلاع دی جاتی ہے کہ وہ مقررہ تاریخ پر بوقت دس بجے دن اصالتاً یا وکالتاً حاضر عدالت ہو کر اپنی جواب دہی کریں بصورت دیگر کاروائی یکطرفہ عمل میں لائی جائے گی۔ ضلع ایبٹ آباد کے عوامی حلقوں نے اس اقدام کو سراہا ہے اور متعلقہ محکمہ سے مطالبہ کیا ہے کہ ترقیاتی منصوبوں کو بروقت مکمل کیا جائے تاکہ عوام کو درپیش مشکلات کا ازالہ ممکن ہو سکے۔بحوالہ درخواست سائل مسمی مذکور نے بتلایا ہے کہ متذکرہ بالا امور کے متعلق جملہ کاغذات عدالت میں پیش کر دیئے گئے ہیں لہذا فریقین کو اطلاع دی جاتی ہے کہ وہ مقررہ تاریخ پر بوقت دس بجے دن اصالتاً یا وکالتاً حاضر عدالت ہو کر اپنی جواب دہی کریں بصورت دیگر کاروائی یکطرفہ عمل میں لائی جائے گی۔ ضلع ایبٹ آباد کے عوامی حلقوں نے اس اقدام کو سراہا ہے اور متعلقہ محکمہ سے مطالبہ کیا ہے کہ ترقیاتی منصوبوں کو بروقت مکمل کیا جائے تاکہ عوام کو درپیش مشکلات کا ازالہ ممکن ہو سکے۔ (83, 31, 157, 301)
